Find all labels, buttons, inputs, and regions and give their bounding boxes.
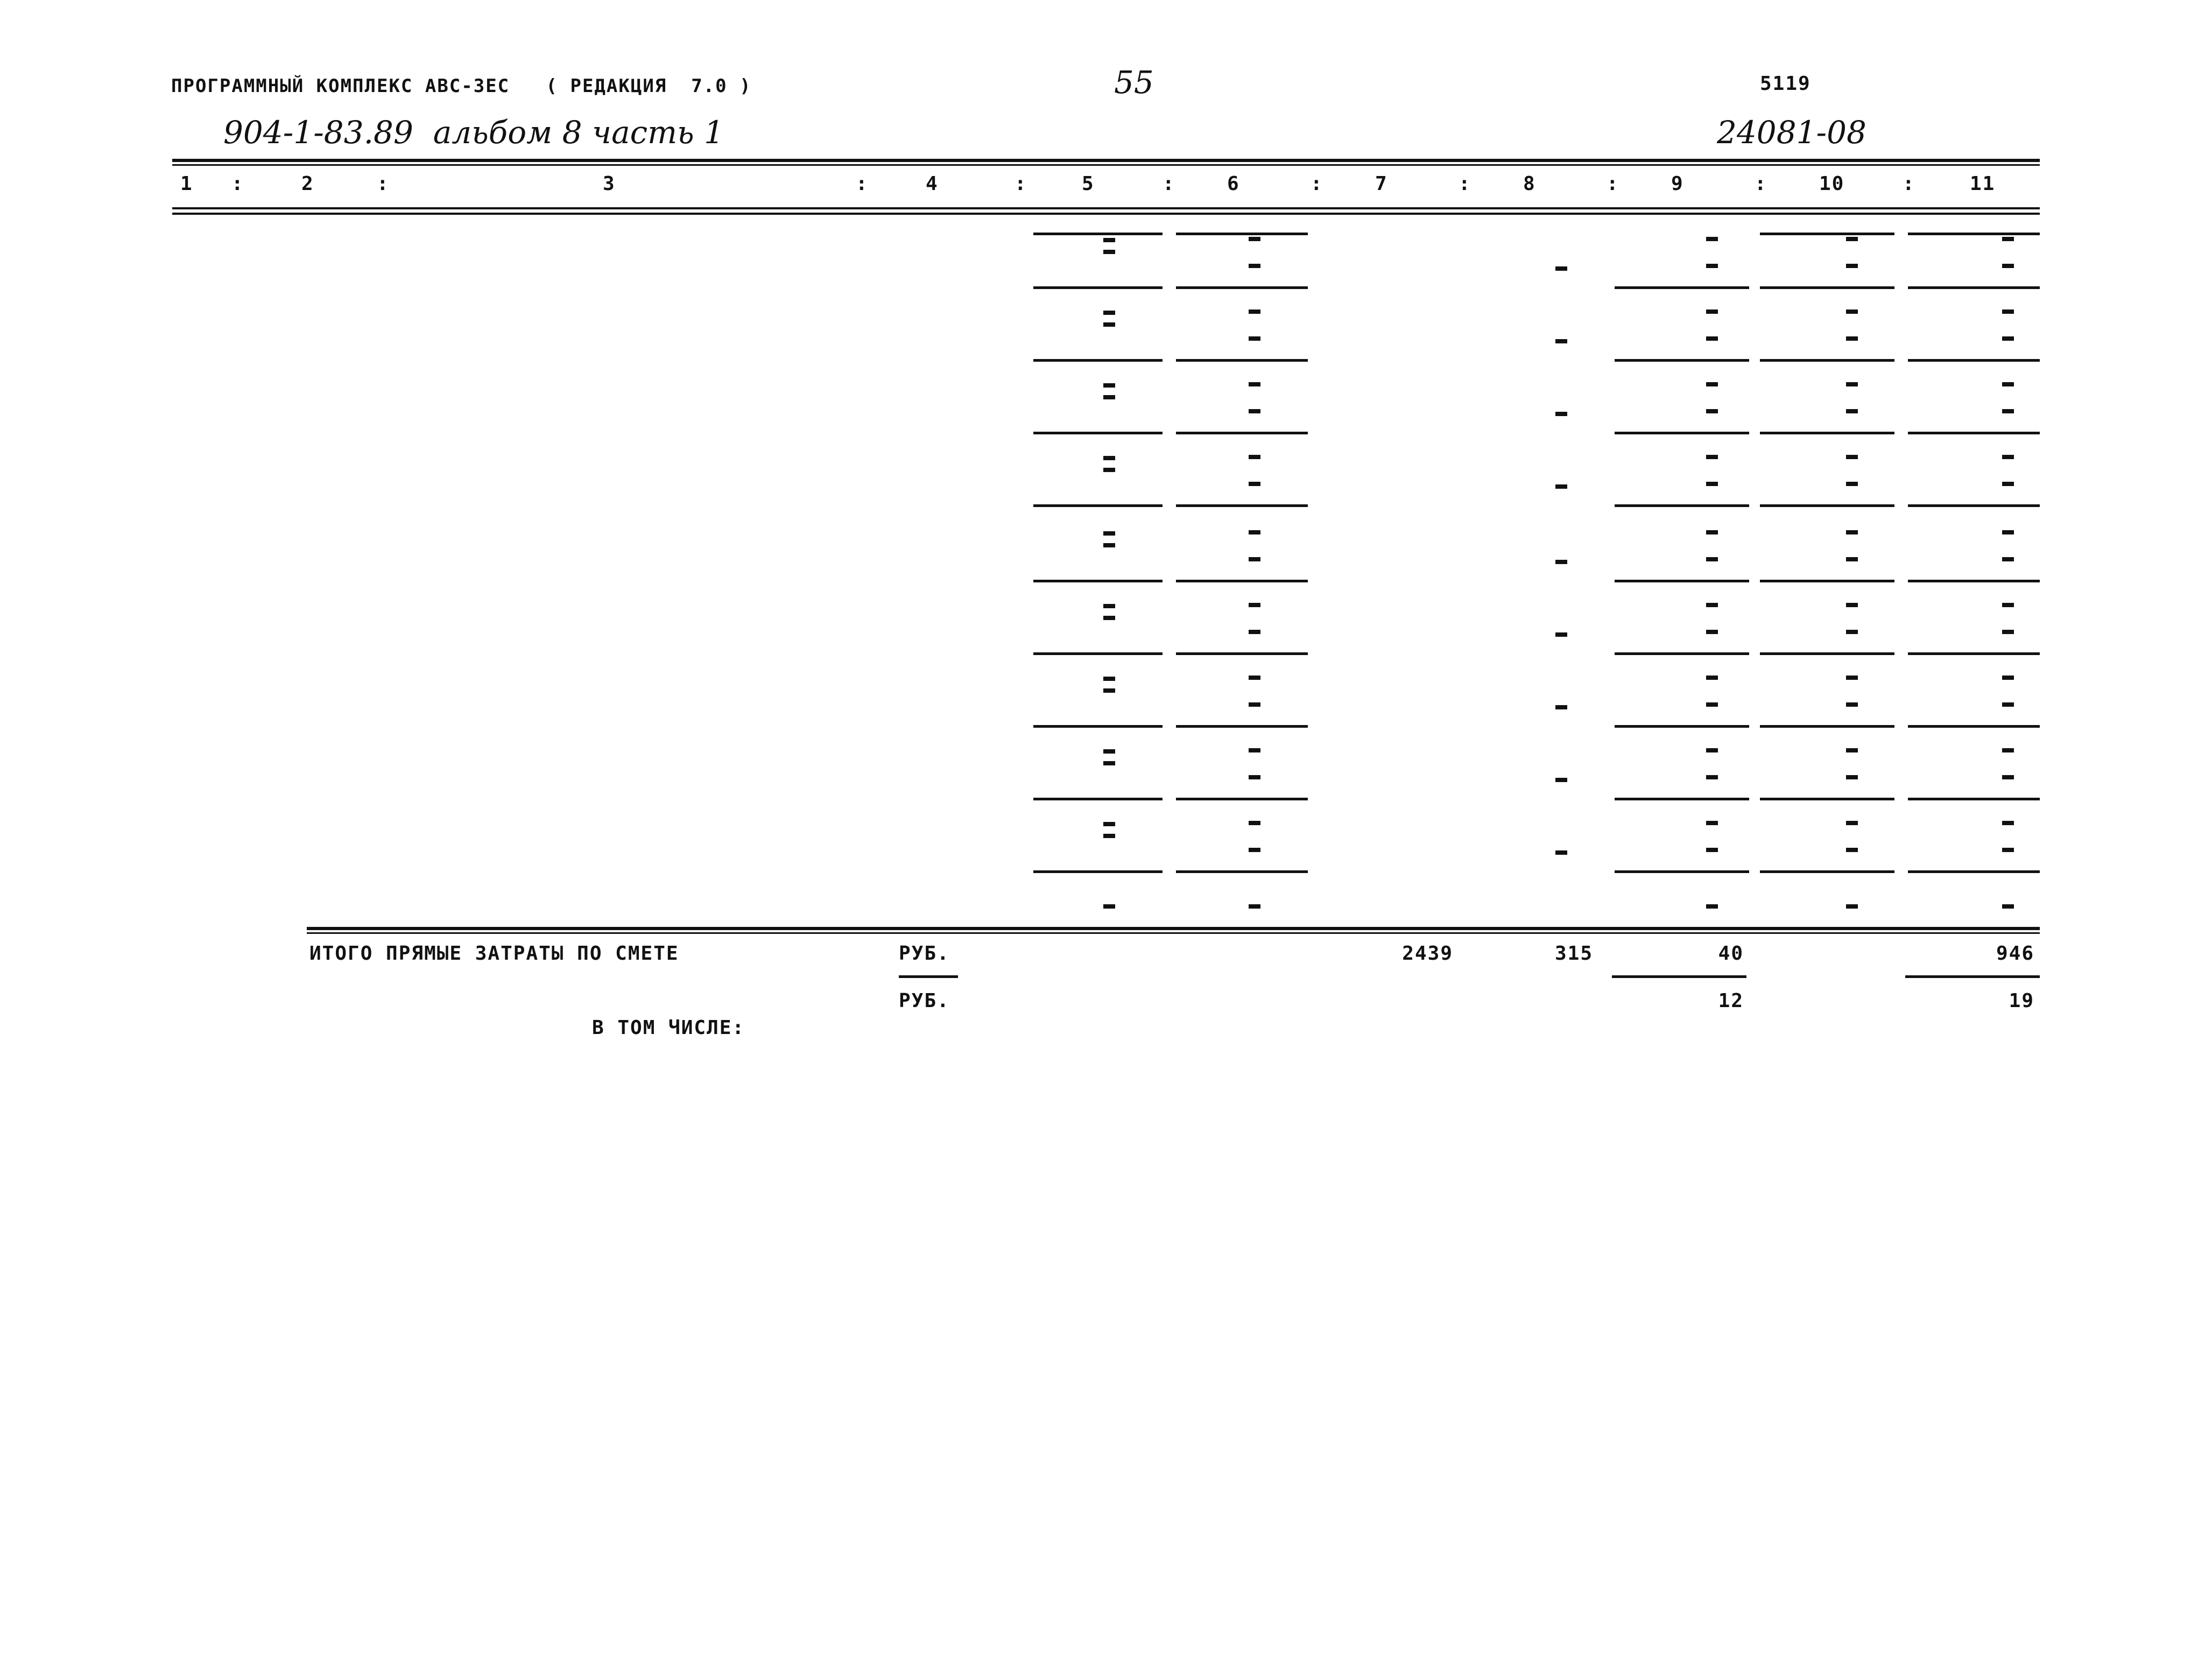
stacked-dash-mark xyxy=(1706,455,1718,486)
cell-rule xyxy=(1760,504,1894,507)
total-rule-thin xyxy=(307,932,2040,934)
stacked-dash-mark xyxy=(1846,382,1858,413)
stacked-dash-mark xyxy=(1249,455,1260,486)
column-number: 8 xyxy=(1523,173,1536,195)
dash-mark xyxy=(1103,822,1115,838)
cell-rule xyxy=(1033,359,1163,362)
stacked-dash-mark xyxy=(2002,676,2014,707)
cell-rule xyxy=(1615,652,1749,655)
total-col11-rule xyxy=(1905,975,2040,978)
cell-rule xyxy=(1176,580,1308,582)
dash-mark xyxy=(1103,677,1115,693)
total-unit: РУБ. xyxy=(899,942,950,965)
total-col9-second: 12 xyxy=(1718,990,1744,1012)
cell-rule xyxy=(1760,432,1894,434)
stacked-dash-mark xyxy=(2002,821,2014,852)
stacked-dash-mark xyxy=(1846,455,1858,486)
cell-rule xyxy=(1176,798,1308,800)
dash-mark-col8 xyxy=(1555,339,1567,343)
dash-mark-col8 xyxy=(1555,850,1567,855)
stacked-dash-mark xyxy=(1706,748,1718,779)
stacked-dash-mark xyxy=(1846,237,1858,268)
stacked-dash-mark xyxy=(1846,310,1858,341)
column-separator: : xyxy=(1311,173,1323,195)
dash-mark xyxy=(1103,456,1115,472)
cell-rule xyxy=(1033,580,1163,582)
header-rule-top xyxy=(172,159,2040,162)
column-number: 9 xyxy=(1671,173,1684,195)
page-number: 55 xyxy=(1114,64,1154,101)
column-number: 1 xyxy=(180,173,193,195)
stacked-dash-mark xyxy=(1706,530,1718,561)
stacked-dash-mark xyxy=(2002,748,2014,779)
cell-rule xyxy=(1033,286,1163,289)
cell-rule xyxy=(1908,652,2040,655)
total-col8: 315 xyxy=(1554,942,1593,965)
cell-rule xyxy=(1176,233,1308,235)
stacked-dash-mark xyxy=(1249,382,1260,413)
cell-rule xyxy=(1908,725,2040,728)
stacked-dash-mark xyxy=(1249,603,1260,634)
cell-rule xyxy=(1908,798,2040,800)
stacked-dash-mark xyxy=(1846,603,1858,634)
stacked-dash-mark xyxy=(1706,821,1718,852)
total-col11-second: 19 xyxy=(2009,990,2034,1012)
stacked-dash-mark xyxy=(1846,748,1858,779)
cell-rule xyxy=(1176,359,1308,362)
cell-rule xyxy=(1176,725,1308,728)
cell-rule xyxy=(1760,652,1894,655)
stacked-dash-mark xyxy=(2002,382,2014,413)
dash-mark xyxy=(1103,749,1115,765)
cell-rule xyxy=(1615,870,1749,873)
stacked-dash-mark xyxy=(2002,310,2014,341)
stacked-dash-mark xyxy=(1706,676,1718,707)
cell-rule xyxy=(1033,870,1163,873)
cell-rule xyxy=(1615,725,1749,728)
total-unit-rule xyxy=(899,975,958,978)
cell-rule xyxy=(1176,652,1308,655)
column-number: 7 xyxy=(1375,173,1388,195)
dash-mark xyxy=(1103,383,1115,399)
cell-rule xyxy=(1908,233,2040,235)
dash-mark xyxy=(1249,904,1260,909)
cell-rule xyxy=(1176,286,1308,289)
cell-rule xyxy=(1615,580,1749,582)
cell-rule xyxy=(1760,580,1894,582)
column-number: 6 xyxy=(1227,173,1240,195)
header-rule-bottom-2 xyxy=(172,213,2040,215)
cell-rule xyxy=(1615,798,1749,800)
column-number: 5 xyxy=(1082,173,1095,195)
cell-rule xyxy=(1033,798,1163,800)
dash-mark xyxy=(2002,904,2014,909)
dash-mark xyxy=(1103,311,1115,327)
dash-mark xyxy=(1103,604,1115,620)
cell-rule xyxy=(1033,725,1163,728)
column-number: 2 xyxy=(301,173,314,195)
stacked-dash-mark xyxy=(1706,382,1718,413)
total-rule xyxy=(307,927,2040,930)
column-separator: : xyxy=(1459,173,1471,195)
including-label: В ТОМ ЧИСЛЕ: xyxy=(592,1017,745,1039)
column-number: 11 xyxy=(1970,173,1996,195)
total-unit-2: РУБ. xyxy=(899,990,950,1012)
cell-rule xyxy=(1615,286,1749,289)
column-separator: : xyxy=(1903,173,1915,195)
dash-mark xyxy=(1103,904,1115,909)
stacked-dash-mark xyxy=(1249,237,1260,268)
dash-mark xyxy=(1103,531,1115,547)
stacked-dash-mark xyxy=(1249,310,1260,341)
handwritten-album-note: 904-1-83.89 альбом 8 часть 1 xyxy=(223,114,724,151)
program-header: ПРОГРАММНЫЙ КОМПЛЕКС АВС-3ЕС ( РЕДАКЦИЯ 7.0 ) xyxy=(171,75,752,97)
dash-mark-col8 xyxy=(1555,632,1567,637)
cell-rule xyxy=(1615,359,1749,362)
stacked-dash-mark xyxy=(1846,530,1858,561)
dash-mark xyxy=(1103,238,1115,254)
column-separator: : xyxy=(231,173,244,195)
cell-rule xyxy=(1033,233,1163,235)
document-code: 5119 xyxy=(1760,73,1811,95)
dash-mark-col8 xyxy=(1555,705,1567,709)
cell-rule xyxy=(1760,798,1894,800)
stacked-dash-mark xyxy=(1249,676,1260,707)
column-number: 4 xyxy=(926,173,939,195)
total-col11: 946 xyxy=(1996,942,2034,965)
stacked-dash-mark xyxy=(1706,237,1718,268)
cell-rule xyxy=(1908,432,2040,434)
cell-rule xyxy=(1760,286,1894,289)
cell-rule xyxy=(1033,432,1163,434)
column-separator: : xyxy=(856,173,869,195)
cell-rule xyxy=(1908,870,2040,873)
stacked-dash-mark xyxy=(1249,530,1260,561)
cell-rule xyxy=(1760,359,1894,362)
cell-rule xyxy=(1760,233,1894,235)
cell-rule xyxy=(1176,504,1308,507)
total-col9-rule xyxy=(1612,975,1746,978)
cell-rule xyxy=(1908,504,2040,507)
stacked-dash-mark xyxy=(1706,603,1718,634)
cell-rule xyxy=(1615,432,1749,434)
cell-rule xyxy=(1760,725,1894,728)
cell-rule xyxy=(1176,870,1308,873)
column-number: 3 xyxy=(603,173,616,195)
column-separator: : xyxy=(1607,173,1619,195)
cell-rule xyxy=(1176,432,1308,434)
handwritten-document-number: 24081-08 xyxy=(1717,114,1866,151)
stacked-dash-mark xyxy=(2002,237,2014,268)
total-col9: 40 xyxy=(1718,942,1744,965)
stacked-dash-mark xyxy=(1249,821,1260,852)
dash-mark-col8 xyxy=(1555,778,1567,782)
total-label: ИТОГО ПРЯМЫЕ ЗАТРАТЫ ПО СМЕТЕ xyxy=(309,942,679,965)
stacked-dash-mark xyxy=(1706,310,1718,341)
stacked-dash-mark xyxy=(2002,530,2014,561)
cell-rule xyxy=(1615,504,1749,507)
column-separator: : xyxy=(1755,173,1767,195)
dash-mark-col8 xyxy=(1555,412,1567,416)
cell-rule xyxy=(1908,580,2040,582)
column-separator: : xyxy=(1015,173,1027,195)
stacked-dash-mark xyxy=(1846,676,1858,707)
column-separator: : xyxy=(377,173,390,195)
stacked-dash-mark xyxy=(1249,748,1260,779)
stacked-dash-mark xyxy=(2002,455,2014,486)
cell-rule xyxy=(1908,359,2040,362)
dash-mark-col8 xyxy=(1555,266,1567,271)
header-rule-bottom xyxy=(172,207,2040,209)
column-number: 10 xyxy=(1819,173,1845,195)
cell-rule xyxy=(1908,286,2040,289)
total-col7: 2439 xyxy=(1402,942,1453,965)
cell-rule xyxy=(1033,504,1163,507)
header-rule-top-thin xyxy=(172,164,2040,166)
dash-mark xyxy=(1706,904,1718,909)
column-separator: : xyxy=(1163,173,1175,195)
stacked-dash-mark xyxy=(1846,821,1858,852)
dash-mark-col8 xyxy=(1555,560,1567,564)
dash-mark xyxy=(1846,904,1858,909)
stacked-dash-mark xyxy=(2002,603,2014,634)
cell-rule xyxy=(1760,870,1894,873)
dash-mark-col8 xyxy=(1555,484,1567,489)
cell-rule xyxy=(1033,652,1163,655)
